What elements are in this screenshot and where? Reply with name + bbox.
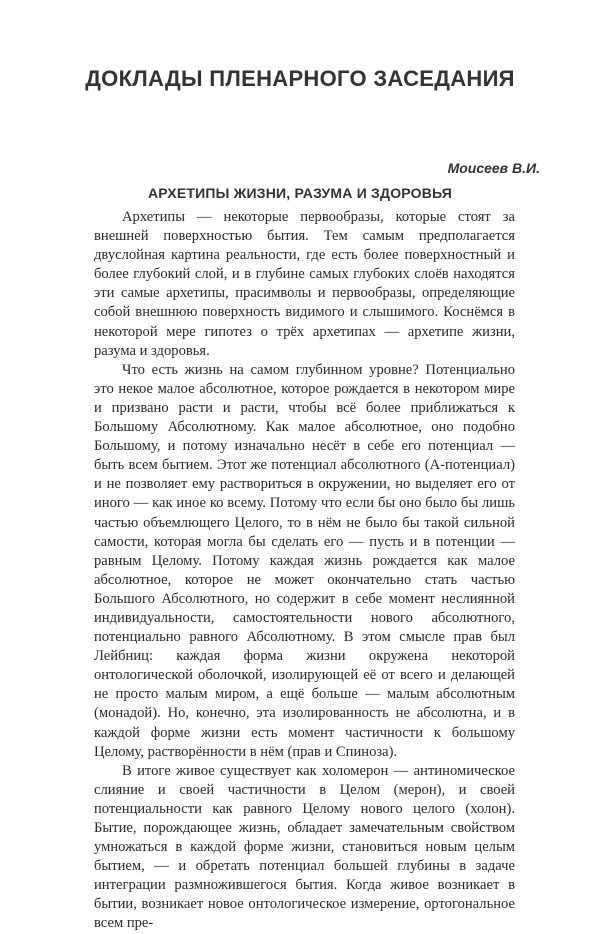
- author-name: Моисеев В.И.: [447, 160, 540, 176]
- article-title: АРХЕТИПЫ ЖИЗНИ, РАЗУМА И ЗДОРОВЬЯ: [147, 185, 453, 201]
- article-body: [94, 208, 515, 934]
- paragraph: Что есть жизнь на самом глубинном уровне? Потенциально это некое малое абсолютное, которое рождается в некотором мире и призвано расти и расти, чтобы всё более приближаться к Большому Абсолютному. Как малое абсолютное, оно подобно Большому, и потому изначально несёт в себе его потенциал — быть всем бытием. Этот же потенциал абсолютного (А-потенциал) и не позволяет ему раствориться в окружении, но выделяет его от иного — как иное ко всему. Потому что если бы оно было бы лишь частью объемлющего Целого, то в нём не было бы такой сильной самости, которая могла бы сделать его — пусть и в потенции — равным Целому. Потому каждая жизнь рождается как малое абсолютное, которое не может окончательно стать частью Большого Абсолютного, но содержит в себе момент неслиянной индивидуальности, самостоятельности нового абсолютного, потенциально равного Абсолютному. В этом смысле прав был Лейбниц: каждая форма жизни окружена некоторой онтологической оболочкой, изолирующей её от всего и делающей не просто малым миром, а ещё больше — малым абсолютным (монадой). Но, конечно, эта изолированность не абсолютна, и в каждой форме жизни есть момент частичности к большому Целому, растворённости в нём (прав и Спиноза).: [94, 361, 515, 760]
- section-title: ДОКЛАДЫ ПЛЕНАРНОГО ЗАСЕДАНИЯ: [85, 66, 515, 91]
- paragraph: Архетипы — некоторые первообразы, которые стоят за внешней поверхностью бытия. Тем самым предполагается двуслойная картина реальности, где есть более поверхностный и более глубокий слой, и в глубине самых глубоких слоёв находятся эти самые архетипы, прасимволы и первообразы, определяющие собой внешнюю поверхность видимого и слышимого. Коснёмся в некоторой мере гипотез о трёх архетипах — архетипе жизни, разума и здоровья.: [94, 209, 515, 359]
- paragraph: В итоге живое существует как холомерон — антиномическое слияние и своей частичности в Целом (мерон), и своей потенциальности как равного Целому нового целого (холон). Бытие, порождающее жизнь, обладает замечательным свойством умножаться в каждой форме жизни, становиться новым целым бытием, — и обретать потенциал большей глубины в задаче интеграции размножившегося бытия. Когда живое возникает в бытии, возникает новое онтологическое измерение, ортогональное всем пре-: [94, 762, 515, 932]
